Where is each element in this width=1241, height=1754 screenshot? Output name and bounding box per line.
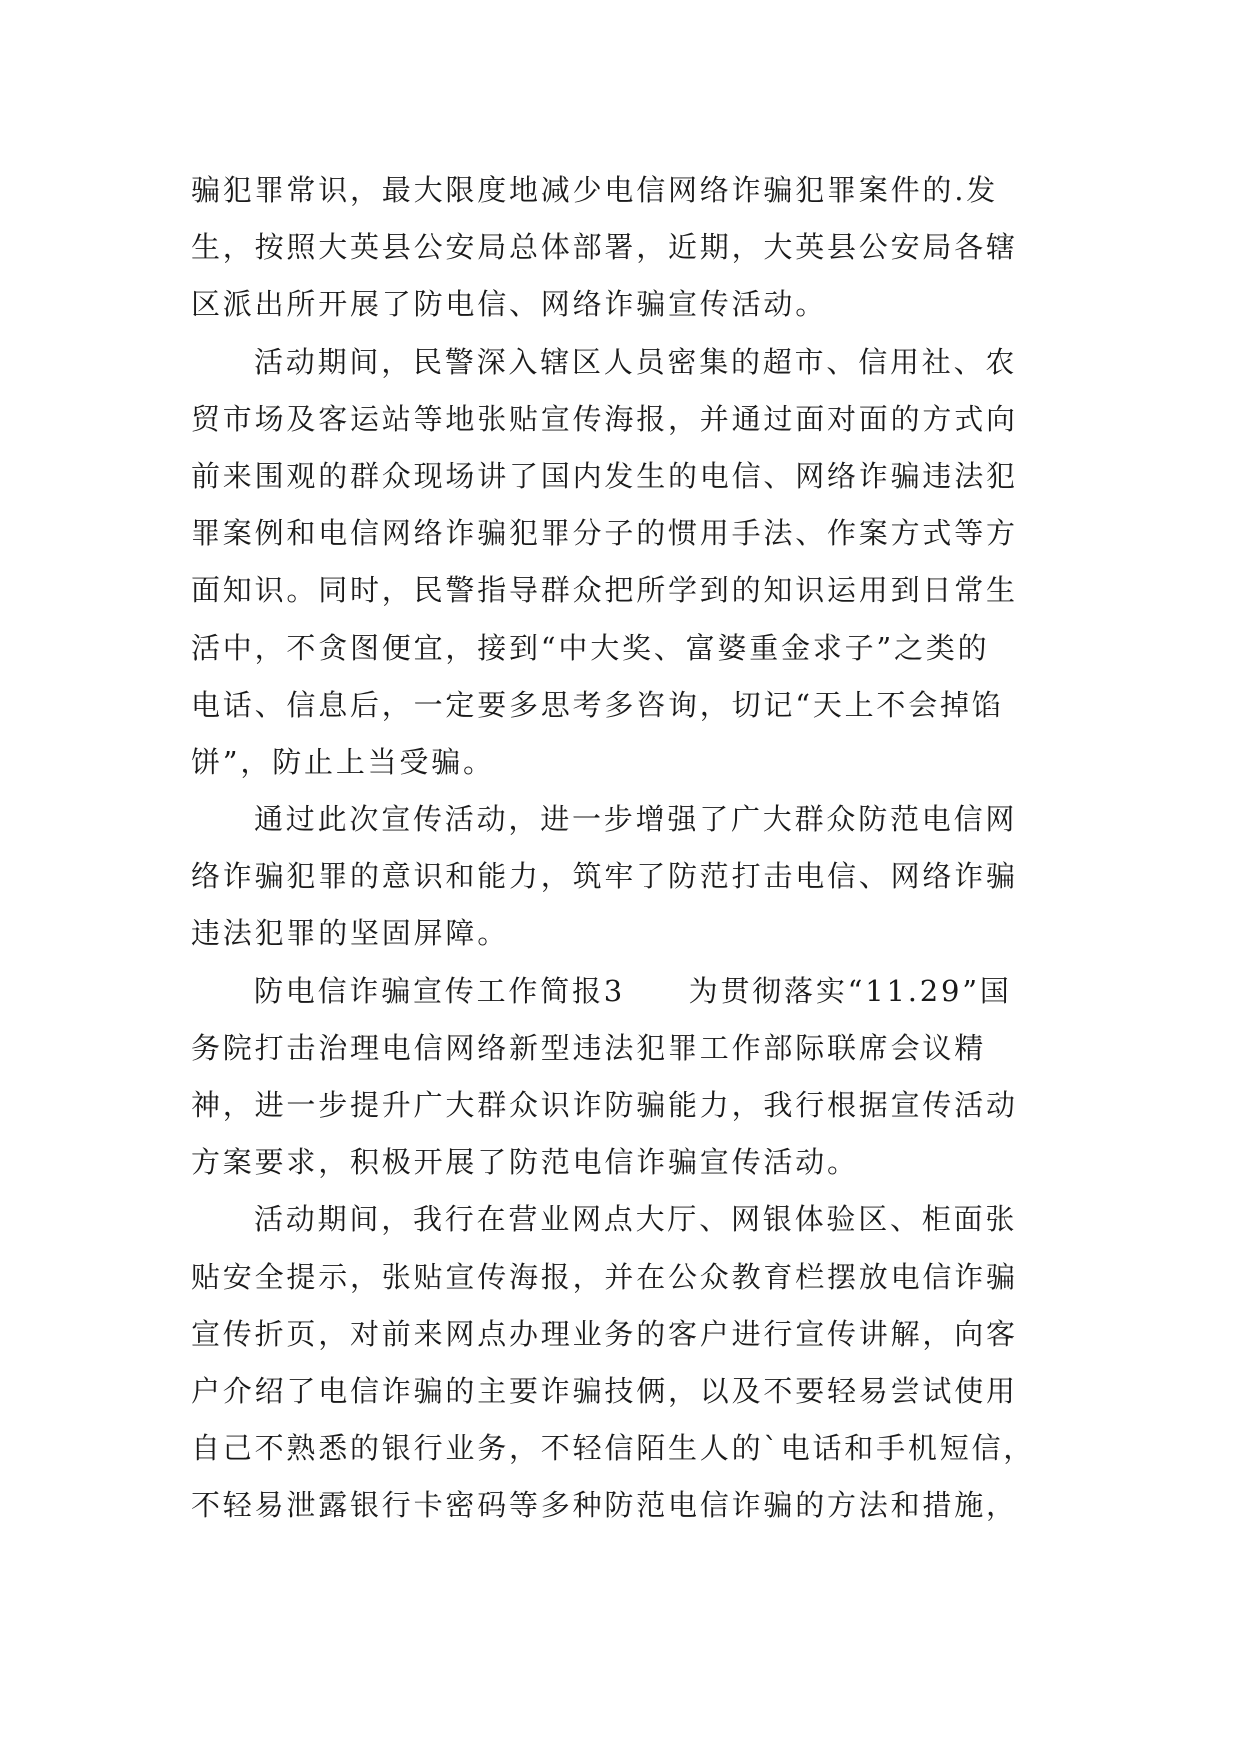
- body-text: [191, 162, 1054, 1535]
- text-line: 违法犯罪的坚固屏障。: [191, 916, 510, 951]
- text-line: 贸市场及客运站等地张贴宣传海报，并通过面对面的方式向: [191, 401, 1018, 436]
- text-line: 活中，不贪图便宜，接到“中大奖、富婆重金求子”之类的: [191, 630, 990, 665]
- text-line: 罪案例和电信网络诈骗犯罪分子的惯用手法、作案方式等方: [191, 516, 1018, 551]
- text-line: 神，进一步提升广大群众识诈防骗能力，我行根据宣传活动: [191, 1088, 1018, 1122]
- text-line: 络诈骗犯罪的意识和能力，筑牢了防范打击电信、网络诈骗: [191, 859, 1018, 894]
- paragraph-first-line: 通过此次宣传活动，进一步增强了广大群众防范电信网: [254, 802, 1018, 837]
- text-line: 户介绍了电信诈骗的主要诈骗技俩，以及不要轻易尝试使用: [191, 1373, 1018, 1408]
- text-line: 宣传折页，对前来网点办理业务的客户进行宣传讲解，向客: [191, 1316, 1018, 1351]
- text-line: 生，按照大英县公安局总体部署，近期，大英县公安局各辖: [191, 230, 1018, 265]
- paragraph-first-line: 活动期间，我行在营业网点大厅、网银体验区、柜面张: [254, 1202, 1018, 1237]
- section-heading-line: 防电信诈骗宣传工作简报3 为贯彻落实“11.29”国: [254, 973, 1012, 1008]
- paragraph-first-line: 活动期间，民警深入辖区人员密集的超市、信用社、农: [254, 344, 1018, 379]
- text-line: 贴安全提示，张贴宣传海报，并在公众教育栏摆放电信诈骗: [191, 1259, 1018, 1294]
- text-line: 务院打击治理电信网络新型违法犯罪工作部际联席会议精: [191, 1030, 987, 1065]
- text-line: 面知识。同时，民警指导群众把所学到的知识运用到日常生: [191, 573, 1018, 608]
- text-line: 电话、信息后，一定要多思考多咨询，切记“天上不会掉馅: [191, 687, 1004, 722]
- text-line: 饼”，防止上当受骗。: [191, 744, 495, 779]
- text-line: 前来围观的群众现场讲了国内发生的电信、网络诈骗违法犯: [191, 458, 1018, 493]
- text-line: 方案要求，积极开展了防范电信诈骗宣传活动。: [191, 1145, 859, 1180]
- text-line: 自己不熟悉的银行业务，不轻信陌生人的`电话和手机短信，: [191, 1431, 1036, 1466]
- text-line: 不轻易泄露银行卡密码等多种防范电信诈骗的方法和措施，: [191, 1488, 1018, 1523]
- text-line: 骗犯罪常识，最大限度地减少电信网络诈骗犯罪案件的.发: [191, 173, 999, 207]
- text-line: 区派出所开展了防电信、网络诈骗宣传活动。: [191, 287, 828, 322]
